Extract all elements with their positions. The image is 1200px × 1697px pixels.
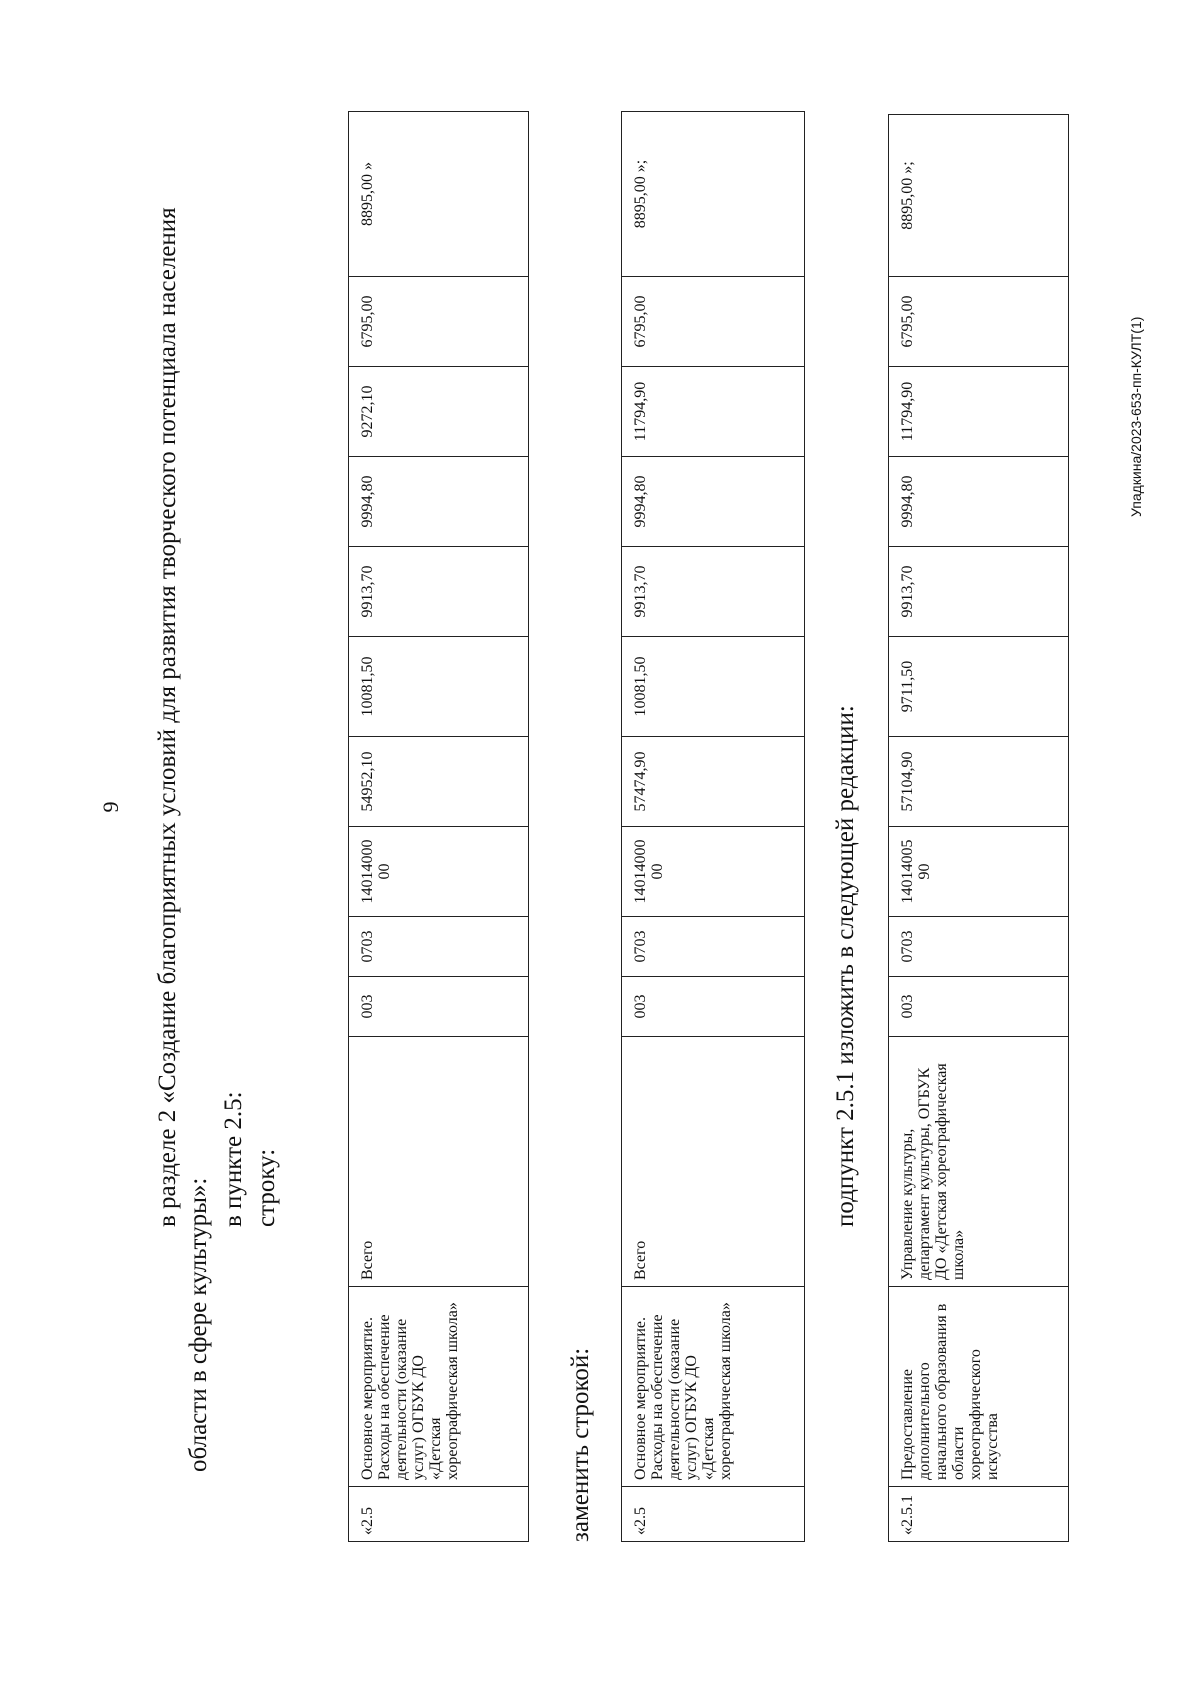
- section-heading: в разделе 2 «Создание благоприятных условий для развития творческого потенциала населения области в сфере культуры»:: [154, 207, 212, 1472]
- cell-csr: 14014005 90: [889, 827, 1069, 917]
- page-number: 9: [98, 801, 123, 813]
- table-row: [622, 112, 805, 1542]
- document-footer-code: Упадкина/2023-653-пп-КУЛТ(1): [1128, 316, 1144, 517]
- cell-y5: 6795,00: [349, 277, 529, 367]
- cell-csr: 14014000 00: [349, 827, 529, 917]
- table-subpoint-251: [888, 114, 1069, 1542]
- cell-y5: 6795,00: [889, 277, 1069, 367]
- cell-y6: 8895,00 »: [349, 112, 529, 277]
- cell-total: 54952,10: [349, 737, 529, 827]
- cell-y3: 9994,80: [622, 457, 805, 547]
- cell-y1: 9711,50: [889, 637, 1069, 737]
- cell-y1: 10081,50: [349, 637, 529, 737]
- cell-num: «2.5: [622, 1487, 805, 1542]
- table-row: [889, 115, 1069, 1542]
- cell-executor: Всего: [349, 1037, 529, 1287]
- cell-name: Предоставление дополнительного начального образования в области хореографического искусства: [889, 1287, 1069, 1487]
- cell-y6: 8895,00 »;: [889, 115, 1069, 277]
- row-label-line: строку:: [253, 1148, 280, 1227]
- cell-y2: 9913,70: [622, 547, 805, 637]
- cell-grbs: 003: [349, 977, 529, 1037]
- cell-y3: 9994,80: [889, 457, 1069, 547]
- subpoint-251-line: подпункт 2.5.1 изложить в следующей редакции:: [832, 705, 859, 1227]
- cell-y6: 8895,00 »;: [622, 112, 805, 277]
- cell-name: Основное мероприятие. Расходы на обеспечение деятельности (оказание услуг) ОГБУК ДО «Детская хореографическая школа»: [622, 1287, 805, 1487]
- table-new-row: [621, 111, 805, 1542]
- cell-executor: Управление культуры, департамент культуры, ОГБУК ДО «Детская хореографическая школа»: [889, 1037, 1069, 1287]
- cell-rzpr: 0703: [889, 917, 1069, 977]
- cell-y2: 9913,70: [349, 547, 529, 637]
- table-old-row: [348, 111, 529, 1542]
- cell-name: Основное мероприятие. Расходы на обеспечение деятельности (оказание услуг) ОГБУК ДО «Детская хореографическая школа»: [349, 1287, 529, 1487]
- cell-y4: 11794,90: [889, 367, 1069, 457]
- cell-csr: 14014000 00: [622, 827, 805, 917]
- cell-y4: 11794,90: [622, 367, 805, 457]
- cell-grbs: 003: [622, 977, 805, 1037]
- cell-y4: 9272,10: [349, 367, 529, 457]
- cell-y1: 10081,50: [622, 637, 805, 737]
- replace-line: заменить строкой:: [567, 1347, 594, 1542]
- cell-executor: Всего: [622, 1037, 805, 1287]
- cell-y5: 6795,00: [622, 277, 805, 367]
- cell-total: 57474,90: [622, 737, 805, 827]
- subpoint-line: в пункте 2.5:: [220, 1091, 247, 1227]
- cell-y3: 9994,80: [349, 457, 529, 547]
- cell-rzpr: 0703: [349, 917, 529, 977]
- table-row: [349, 112, 529, 1542]
- cell-rzpr: 0703: [622, 917, 805, 977]
- cell-num: «2.5.1: [889, 1487, 1069, 1542]
- cell-total: 57104,90: [889, 737, 1069, 827]
- cell-num: «2.5: [349, 1487, 529, 1542]
- cell-grbs: 003: [889, 977, 1069, 1037]
- cell-y2: 9913,70: [889, 547, 1069, 637]
